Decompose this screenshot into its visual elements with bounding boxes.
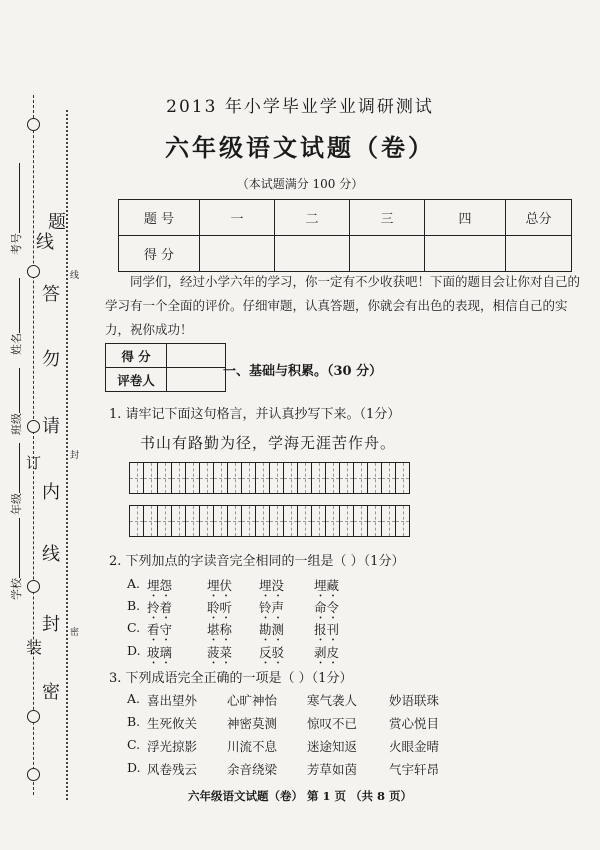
option-word: 风卷残云	[147, 762, 198, 777]
score-cell[interactable]	[425, 236, 506, 272]
option-label: C.	[127, 620, 141, 635]
score-cell[interactable]	[350, 236, 425, 272]
binding-char: 线	[42, 544, 60, 565]
total-score-cell[interactable]	[506, 236, 572, 272]
field-label: 姓名	[10, 333, 23, 355]
option-label: B.	[127, 714, 141, 729]
option-label: A.	[127, 576, 141, 591]
option-word: 喜出望外	[147, 693, 198, 708]
option-word: 妙语联珠	[389, 693, 440, 708]
exam-series-title: 2013 年小学毕业学业调研测试	[166, 97, 434, 117]
score-cell[interactable]	[200, 236, 275, 272]
table-header-cell: 题 号	[119, 200, 200, 236]
binding-hole-icon	[27, 420, 40, 433]
school-field[interactable]	[8, 518, 24, 600]
table-header-cell: 二	[275, 200, 350, 236]
binding-char: 答	[42, 284, 60, 305]
option-word: 拎着	[147, 600, 173, 615]
option-word: 心旷神怡	[227, 693, 278, 708]
table-row	[106, 368, 226, 392]
option-label: B.	[127, 598, 141, 613]
question-3: 3. 下列成语完全正确的一项是（ ）（1分）	[109, 671, 353, 686]
binding-dashed-line	[33, 95, 34, 795]
option-label: C.	[127, 737, 141, 752]
section-heading: 一、基础与积累。（30 分）	[223, 364, 383, 379]
page-footer: 六年级语文试题（卷） 第 1 页 （共 8 页）	[187, 789, 413, 803]
option-word: 生死攸关	[147, 716, 198, 731]
binding-char: 密	[42, 682, 60, 703]
option-word: 浮光掠影	[147, 739, 198, 754]
binding-small-char: 密	[70, 628, 80, 638]
table-row	[119, 200, 572, 236]
binding-char: 线	[36, 232, 54, 253]
grader-name-label: 评卷人	[106, 368, 167, 392]
table-header-cell: 四	[425, 200, 506, 236]
question-2: 2. 下列加点的字读音完全相同的一组是（ ）（1分）	[109, 554, 405, 569]
table-row-label: 得 分	[119, 236, 200, 272]
option-word: 埋藏	[314, 578, 340, 593]
option-word: 剥皮	[314, 645, 340, 660]
option-word: 迷途知返	[307, 739, 358, 754]
grader-name-cell[interactable]	[167, 368, 226, 392]
option-word: 余音绕梁	[227, 762, 278, 777]
binding-small-char: 封	[70, 451, 80, 461]
intro-paragraph: 同学们，经过小学六年的学习，你一定有不少收获吧！下面的题目会让你对自己的学习有一个全面的评价。仔细审题，认真答题，你就会有出色的表现，相信自己的实力，祝你成功！	[105, 274, 581, 337]
binding-char: 勿	[42, 349, 60, 370]
grade-field[interactable]	[8, 443, 24, 515]
binding-hole-icon	[27, 265, 40, 278]
option-word: 聆听	[207, 600, 233, 615]
binding-dotted-line	[66, 110, 68, 800]
binding-char: 题	[48, 212, 66, 233]
option-label: D.	[127, 643, 141, 658]
binding-char: 封	[42, 614, 60, 635]
field-label: 年级	[10, 493, 23, 515]
option-word: 气宇轩昂	[389, 762, 440, 777]
option-word: 玻璃	[147, 645, 173, 660]
binding-hole-icon	[27, 710, 40, 723]
field-label: 班级	[10, 413, 23, 435]
score-summary-table	[118, 199, 572, 272]
option-label: D.	[127, 760, 141, 775]
binding-char: 内	[42, 482, 60, 503]
option-word: 堪称	[207, 622, 233, 637]
writing-grid-row-2[interactable]	[129, 505, 410, 537]
table-header-cell: 总分	[506, 200, 572, 236]
grader-score-label: 得 分	[106, 344, 167, 368]
option-word: 铃声	[259, 600, 285, 615]
option-word: 埋怨	[147, 578, 173, 593]
binding-char: 订	[26, 454, 42, 472]
table-header-cell: 三	[350, 200, 425, 236]
exam-main-title: 六年级语文试题（卷）	[165, 133, 435, 162]
option-word: 报刊	[314, 622, 340, 637]
student-name-field[interactable]	[8, 278, 24, 355]
question-1: 1. 请牢记下面这句格言，并认真抄写下来。（1分）	[109, 407, 401, 422]
exam-full-score-note: （本试题满分 100 分）	[236, 177, 364, 191]
writing-grid-row-1[interactable]	[129, 462, 410, 494]
option-word: 勘测	[259, 622, 285, 637]
grader-box	[105, 343, 226, 392]
section-score-cell[interactable]	[167, 344, 226, 368]
option-word: 惊叹不已	[307, 716, 358, 731]
table-row	[119, 236, 572, 272]
option-word: 反驳	[259, 645, 285, 660]
field-label: 学校	[10, 578, 23, 600]
table-header-cell: 一	[200, 200, 275, 236]
class-field[interactable]	[8, 368, 24, 435]
binding-char: 装	[26, 638, 43, 657]
option-label: A.	[127, 691, 141, 706]
option-word: 寒气袭人	[307, 693, 358, 708]
option-word: 看守	[147, 622, 173, 637]
option-word: 火眼金晴	[389, 739, 440, 754]
field-label: 考号	[10, 233, 23, 255]
option-word: 芳草如茵	[307, 762, 358, 777]
score-cell[interactable]	[275, 236, 350, 272]
table-row	[106, 344, 226, 368]
option-word: 菠菜	[207, 645, 233, 660]
option-word: 川流不息	[227, 739, 278, 754]
option-word: 埋没	[259, 578, 285, 593]
option-word: 神密莫测	[227, 716, 278, 731]
option-word: 赏心悦目	[389, 716, 440, 731]
motto-text: 书山有路勤为径，学海无涯苦作舟。	[140, 434, 397, 452]
option-word: 埋伏	[207, 578, 233, 593]
binding-small-char: 线	[70, 271, 80, 281]
binding-hole-icon	[27, 580, 40, 593]
binding-char: 请	[42, 416, 60, 437]
binding-hole-icon	[27, 768, 40, 781]
option-word: 命令	[314, 600, 340, 615]
